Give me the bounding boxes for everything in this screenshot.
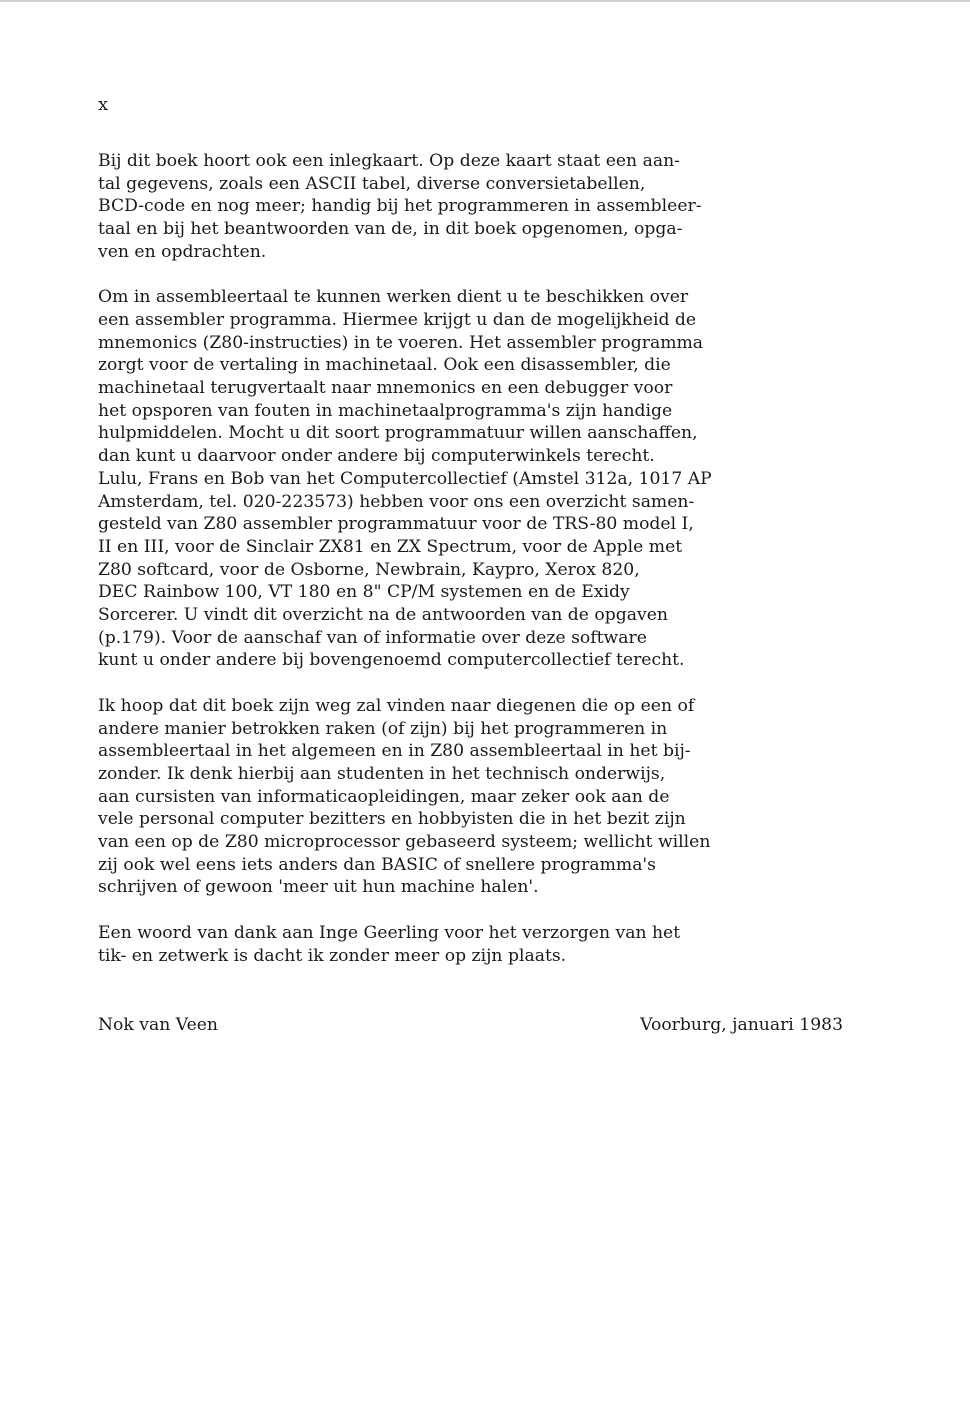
text-line: andere manier betrokken raken (of zijn) bij het programmeren in [98,718,668,739]
text-line: mnemonics (Z80-instructies) in te voeren. Het assembler programma [98,332,704,353]
text-line: taal en bij het beantwoorden van de, in dit boek opgenomen, opga- [98,219,683,240]
place-date: Voorburg, januari 1983 [640,1015,843,1035]
text-line: tal gegevens, zoals een ASCII tabel, diverse conversietabellen, [98,173,646,194]
page-top-edge [0,0,970,2]
text-line: Een woord van dank aan Inge Geerling voor het verzorgen van het [98,922,681,943]
text-line: BCD-code en nog meer; handig bij het programmeren in assembleer- [98,196,702,217]
text-line: Lulu, Frans en Bob van het Computercollectief (Amstel 312a, 1017 AP [98,468,712,489]
text-line: een assembler programma. Hiermee krijgt u dan de mogelijkheid de [98,309,697,330]
text-line: (p.179). Voor de aanschaf van of informatie over deze software [98,627,647,648]
text-line: assembleertaal in het algemeen en in Z80 assembleertaal in het bij- [98,741,691,762]
text-line: gesteld van Z80 assembler programmatuur voor de TRS-80 model I, [98,514,694,535]
paragraph-inlegkaart [98,150,858,264]
text-line: DEC Rainbow 100, VT 180 en 8" CP/M systemen en de Exidy [98,582,630,603]
text-line: Bij dit boek hoort ook een inlegkaart. Op deze kaart staat een aan- [98,151,680,171]
text-line: tik- en zetwerk is dacht ik zonder meer op zijn plaats. [98,945,567,966]
text-line: Amsterdam, tel. 020-223573) hebben voor ons een overzicht samen- [98,491,695,512]
paragraph-target-audience [98,695,858,899]
text-line: aan cursisten van informaticaopleidingen, maar zeker ook aan de [98,786,670,807]
text-line: Z80 softcard, voor de Osborne, Newbrain, Kaypro, Xerox 820, [98,559,640,580]
author-name: Nok van Veen [98,1015,219,1035]
text-line: Om in assembleertaal te kunnen werken dient u te beschikken over [98,287,689,308]
text-line: vele personal computer bezitters en hobbyisten die in het bezit zijn [98,809,686,830]
text-line: II en III, voor de Sinclair ZX81 en ZX Spectrum, voor de Apple met [98,536,683,557]
text-line: dan kunt u daarvoor onder andere bij computerwinkels terecht. [98,446,655,467]
text-line: zorgt voor de vertaling in machinetaal. Ook een disassembler, die [98,355,671,376]
page-number: x [98,94,109,115]
text-line: het opsporen van fouten in machinetaalprogramma's zijn handige [98,400,673,421]
text-line: Sorcerer. U vindt dit overzicht na de antwoorden van de opgaven [98,605,668,626]
text-line: kunt u onder andere bij bovengenoemd computercollectief terecht. [98,650,685,671]
text-line: Ik hoop dat dit boek zijn weg zal vinden naar diegenen die op een of [98,695,695,716]
text-line: schrijven of gewoon 'meer uit hun machine halen'. [98,877,539,898]
text-line: zonder. Ik denk hierbij aan studenten in het technisch onderwijs, [98,763,666,784]
text-line: hulpmiddelen. Mocht u dit soort programmatuur willen aanschaffen, [98,423,698,444]
text-line: van een op de Z80 microprocessor gebaseerd systeem; wellicht willen [98,832,711,853]
preface-body [98,150,858,990]
paragraph-assembler-software [98,286,858,672]
paragraph-acknowledgement [98,922,858,967]
text-line: zij ook wel eens iets anders dan BASIC of snellere programma's [98,854,656,875]
text-line: ven en opdrachten. [98,241,267,262]
text-line: machinetaal terugvertaalt naar mnemonics en een debugger voor [98,378,673,399]
